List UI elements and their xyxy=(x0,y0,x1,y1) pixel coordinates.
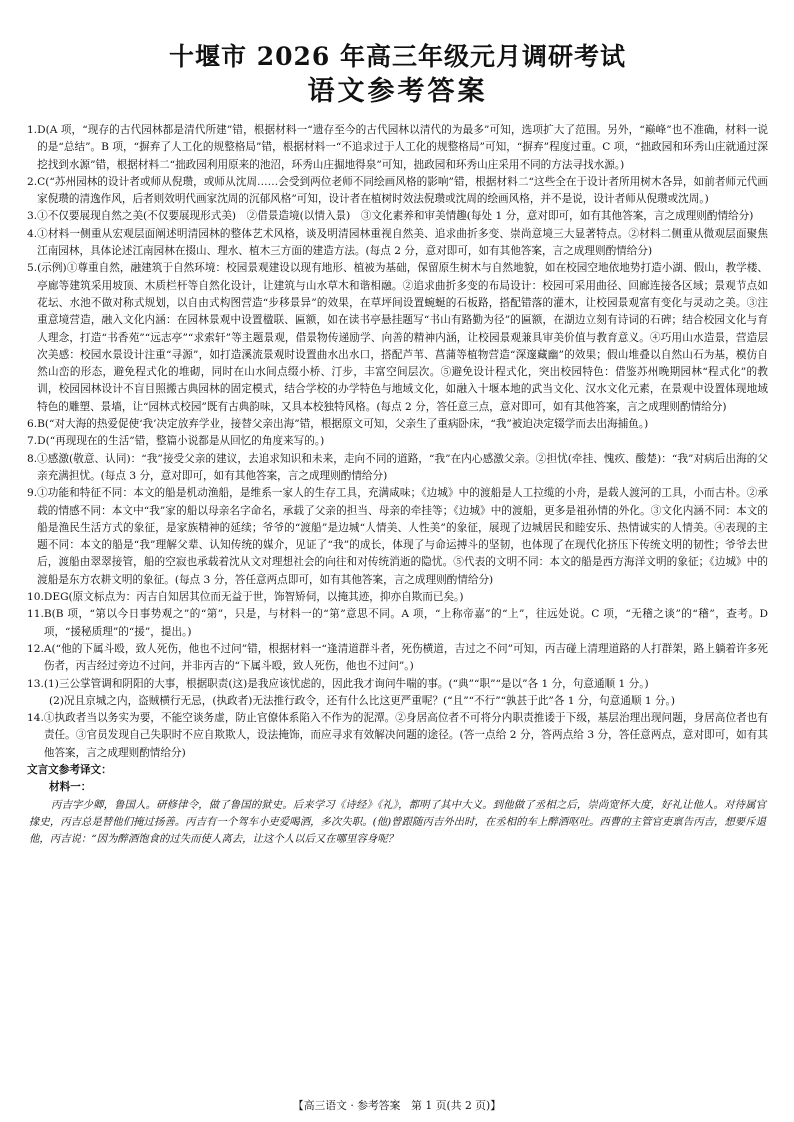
answer-number: 8. xyxy=(27,452,38,465)
answer-text: (示例)①尊重自然，融建筑于自然环境：校园景观建设以现有地形、植被为基础，保留原生树木与自然地貌，如在校园空地依地势打造小湖、假山，教学楼、亭廊等建筑采用坡顶、木质栏杆等自然化设计，让建筑与山水草木和谐相融。②追求曲折多变的布局设计：校园可采用曲径、回廊连接各区域；景观节点如花坛、水池不做对称式规划，以自由式构图营造“步移景异”的效果，在草坪间设置蜿蜒的石板路，搭配错落的灌木，让校园景观富有变化与灵动之美。③注重意境营造，融入文化内涵：在园林景观中设置楹联、匾额，如在读书亭悬挂题写“书山有路勤为径”的匾额，在湖边立刻有诗词的石碑；结合校园文化与育人理念，打造“书香苑”“远志亭”“求索轩”等主题景观，借景物传递励学、向善的精神内涵，让校园景观兼具审美价值与教育意义。④巧用山水造景，营造层次美感：校园水景设计注重“寻源”，如打造溪流景观时设置曲水出水口，搭配芦苇、菖蒲等植物营造“深邃藏幽”的效果；假山堆叠以自然山石为基，模仿自然山峦的形态，避免程式化的堆砌，同时在山水间点缀小桥、汀步，丰富空间层次。⑤避免设计程式化，突出校园特色：借鉴苏州晚期园林“程式化”的教训，校园园林设计不盲目照搬古典园林的固定模式，结合学校的办学特色与地域文化，如融入十堰本地的武当文化、汉水文化元素，在景观中设置体现地域特色的雕塑、景墙，让“园林式校园”既有古典韵味，又具本校独特风格。(每点 2 分，答任意三点，意对即可，如有其他答案，言之成理则酌情给分) xyxy=(37,262,768,413)
answer-text: (2)况且京城之内，盗贼横行无忌，(执政者)无法推行政令，还有什么比这更严重呢？(“且”“不行”“孰甚于此”各 1 分，句意通顺 1 分。) xyxy=(49,694,675,707)
translation-heading: 文言文参考译文： xyxy=(27,763,112,776)
answer-text: A(“他的下属斗殴，致人死伤，他也不过问”错，根据材料一“逢清道群斗者，死伤横道，吉过之不问”可知，丙吉碰上清理道路的人打群架，路上躺着许多死伤者，丙吉经过旁边不过问，并非丙吉的“下属斗殴，致人死伤，他也不过问”。) xyxy=(43,642,768,673)
answer-item xyxy=(27,174,768,209)
answer-item xyxy=(27,451,768,486)
answer-number: 3. xyxy=(27,210,38,223)
material-heading: 材料一： xyxy=(49,781,92,794)
answer-item xyxy=(27,641,768,676)
answer-text: (1)三公掌管调和阴阳的大事，根据职责(这)是我应该忧虑的，因此我才询问牛喘的事。(“典”“职”“是以”各 1 分，句意通顺 1 分。) xyxy=(43,677,649,690)
answer-item xyxy=(27,589,768,606)
translation-text: 丙吉字少卿，鲁国人。研修律令，做了鲁国的狱史。后来学习《诗经》《礼》，都明了其中大义。到他做了丞相之后，崇尚宽怀大度，好礼让他人。对待属官掾史，丙吉总是替他们掩过扬善。丙吉有一个驾车小吏爱喝酒，多次失职。(他)曾跟随丙吉外出时，在丞相的车上醉酒呕吐。西曹的主管官吏禀告丙吉，想要斥退他，丙吉说：“因为醉酒饱食的过失而使人离去，让这个人以后又在哪里容身呢？ xyxy=(29,798,766,845)
answer-number: 1. xyxy=(27,124,38,136)
answer-text: D(A 项，“现存的古代园林都是清代所建”错，根据材料一“遗存至今的古代园林以清代的为最多”可知，选项扩大了范围。另外，“巅峰”也不准确，材料一说的是“总结”。B 项，“摒弃了人工化的规整格局”错，根据材料一“不追求过于人工化的规整格局”可知，“摒弃”程度过重。C 项，“拙政园和环秀山庄就通过深挖找到水源”错，根据材料二“拙政园利用原来的池沼，环秀山庄掘地得泉”可知，拙政园和环秀山庄采用不同的方法寻找水源。) xyxy=(37,124,768,171)
answer-number: 2. xyxy=(27,175,38,188)
answer-item xyxy=(27,122,768,174)
answer-number: 7. xyxy=(27,435,38,448)
answer-text: ①不仅要展现自然之美(不仅要展现形式美) ②借景造境(以情入景) ③文化素养和审美情趣(每处 1 分，意对即可，如有其他答案，言之成理则酌情给分) xyxy=(37,210,754,223)
answer-number: 9. xyxy=(27,487,38,500)
answer-number: 12. xyxy=(27,642,44,655)
answer-number: 10. xyxy=(27,591,44,604)
page-footer: 【高三语文 · 参考答案 第 1 页(共 2 页)】 xyxy=(292,1099,502,1112)
answer-list xyxy=(27,122,768,848)
answer-text: B(B 项，“第以今日事势观之”的“第”，只是，与材料一的“第”意思不同。A 项，“上称帝嘉”的“上”，往远处说。C 项，“无稽之谈”的“稽”，查考。D 项，“援秘质理”的“援”，提出。) xyxy=(43,608,768,638)
answer-number: 4. xyxy=(27,227,38,240)
answer-text: DEG(原文标点为：丙吉自知居其位而无益于世，饰智矫伺，以掩其迹，抑亦自欺而已矣。) xyxy=(43,591,464,604)
answer-title: 语文参考答案 xyxy=(307,76,488,107)
answer-number: 6. xyxy=(27,418,38,431)
answer-text: ①感激(敬意、认同)：“我”接受父亲的建议，去追求知识和未来，走向不同的道路，“我”在内心感激父亲。②担忧(牵挂、愧疚、酸楚)：“我”对病后出海的父亲充满担忧。(每点 3 分，意对即可，如有其他答案，言之成理则酌情给分) xyxy=(37,452,768,482)
answer-text: ①执政者当以务实为要，不能空谈务虚，防止官僚体系陷入不作为的泥潭。②身居高位者不可将分内职责推诿于下级，基层治理出现问题，身居高位者也有责任。③官员发现自己失职时不应自欺欺人，设法掩饰，而应寻求有效解决问题的途径。(答一点给 2 分，答两点给 3 分，答任意两点，意对即可，如有其他答案，言之成理则酌情给分) xyxy=(43,712,768,759)
answer-item xyxy=(27,226,768,261)
answer-number: 13. xyxy=(27,677,44,690)
answer-item xyxy=(27,433,768,450)
answer-item xyxy=(27,485,768,589)
answer-text: ①功能和特征不同：本文的船是机动渔船，是维系一家人的生存工具，充满咸味；《边城》中的渡船是人工拉缆的小舟，是载人渡河的工具，小而古朴。②承载的情感不同：本文中“我”家的船以母亲名字命名，承载了父亲的担当、母亲的牵挂等；《边城》中的渡船，更多是祖孙情的外化。③文化内涵不同：本文的船是渔民生活方式的象征，是家族精神的延续；爷爷的“渡船”是边城“人情美、人性美”的象征，展现了边城居民和睦安乐、热情诚实的人情美。④表现的主题不同：本文的船是“我”理解父辈、认知传统的媒介，见证了“我”的成长，体现了与命运搏斗的坚韧，也体现了在现代化挤压下传统文明的韧性；爷爷去世后，渡船由翠翠接管，船的空寂也承载着沈从文对理想社会的向往和对传统消逝的隐忧。⑤代表的文明不同：本文的船是西方海洋文明的象征；《边城》中的渡船是东方农耕文明的象征。(每点 3 分，答任意两点即可，如有其他答案，言之成理则酌情给分) xyxy=(37,487,768,586)
answer-text: C(“苏州园林的设计者或师从倪瓒，或师从沈周……会受到两位老师不同绘画风格的影响”错，根据材料二“这些全在于设计者所用树木各异，如前者师元代画家倪瓒的清逸作风，后者则效明代画家沈周的沉郁风格”可知，设计者在植树时效法倪瓒或沈周的绘画风格，并不是说，设计者师从倪瓒或沈周。) xyxy=(37,175,768,206)
answer-item xyxy=(27,260,768,416)
answer-item xyxy=(27,606,768,641)
answer-text: ①材料一侧重从宏观层面阐述明清园林的整体艺术风格，谈及明清园林重视自然美、追求曲折多变、崇尚意境三大显著特点。②材料二侧重从微观层面聚焦江南园林，具体论述江南园林在掇山、理水、植木三方面的建造方法。(每点 2 分，意对即可，如有其他答案，言之成理则酌情给分) xyxy=(37,227,768,258)
answer-subitem xyxy=(27,693,768,710)
answer-item xyxy=(27,416,768,433)
answer-item-14 xyxy=(27,710,768,762)
answer-number: 14. xyxy=(27,712,44,725)
answer-item-13 xyxy=(27,676,768,693)
answer-item xyxy=(27,208,768,225)
answer-text: D(“再现现在的生活”错，整篇小说都是从回忆的角度来写的。) xyxy=(37,435,325,448)
answer-number: 5. xyxy=(27,262,38,275)
answer-text: B(“对大海的热爱促使‘我’决定放弃学业，接替父亲出海”错，根据原文可知，父亲生了重病卧床，“我”被迫决定辍学而去出海捕鱼。) xyxy=(37,418,649,431)
answer-number: 11. xyxy=(27,608,44,621)
exam-title: 十堰市 2026 年高三年级元月调研考试 xyxy=(169,42,626,71)
